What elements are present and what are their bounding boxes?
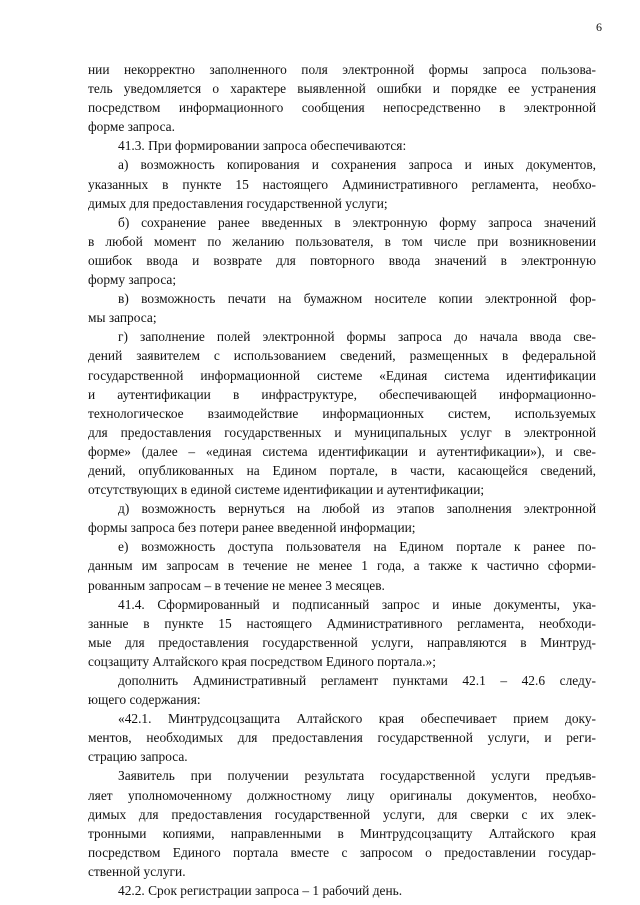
paragraph — [88, 289, 596, 327]
paragraph — [88, 136, 596, 155]
text-line: дений заявителем с использованием сведений, размещенных в федеральной — [88, 348, 596, 364]
text-line: форме» (далее – «единая система идентификации и аутентификации»), и све- — [88, 443, 596, 459]
text-line: дений, опубликованных на Едином портале, в части, касающейся сведений, — [88, 462, 596, 478]
text-line: а) возможность копирования и сохранения запроса и иных документов, — [118, 157, 596, 173]
text-line: соцзащиту Алтайского края посредством Единого портала.»; — [88, 653, 436, 669]
text-line: и аутентификации в инфраструктуре, обеспечивающей информационно- — [88, 386, 596, 402]
text-line: б) сохранение ранее введенных в электронную форму запроса значений — [118, 214, 596, 230]
text-line: е) возможность доступа пользователя на Едином портале к ранее по- — [118, 539, 596, 555]
text-line: нии некорректно заполненного поля электронной формы запроса пользова- — [88, 62, 596, 77]
text-line: ственной услуги. — [88, 863, 186, 879]
text-line: форме запроса. — [88, 119, 175, 135]
text-line: занные в пункте 15 настоящего Административного регламента, необходи- — [88, 615, 596, 631]
text-line: тронными копиями, направленными в Минтрудсоцзащиту Алтайского края — [88, 825, 596, 841]
text-line: дополнить Административный регламент пунктами 42.1 – 42.6 следу- — [118, 673, 596, 688]
text-line: отсутствующих в единой системе идентификации и аутентификации; — [88, 482, 485, 498]
paragraph — [88, 213, 596, 289]
text-line: димых для предоставления государственной услуги; — [88, 195, 388, 211]
text-line: данным им запросам в течение не менее 1 года, а также к частично сформи- — [88, 558, 596, 574]
text-line: 41.3. При формировании запроса обеспечиваются: — [118, 138, 407, 154]
text-line: страцию запроса. — [88, 749, 188, 765]
paragraph — [88, 537, 596, 594]
text-line: ошибок ввода и возврате для повторного ввода значений в электронную — [88, 252, 596, 268]
text-line: рованным запросам – в течение не менее 3 месяцев. — [88, 577, 385, 593]
paragraph — [88, 595, 596, 671]
text-line: в любой момент по желанию пользователя, в том числе при возникновении — [88, 233, 596, 249]
text-line: посредством Единого портала вместе с запросом о предоставлении государ- — [88, 844, 596, 860]
paragraph — [88, 155, 596, 212]
page-number: 6 — [596, 20, 602, 34]
text-line: формы запроса без потери ранее введенной информации; — [88, 520, 416, 536]
paragraph — [88, 709, 596, 766]
text-line: форму запроса; — [88, 272, 177, 288]
text-line: ментов, необходимых для предоставления государственной услуги, и реги- — [88, 730, 596, 746]
text-line: 42.2. Срок регистрации запроса – 1 рабочий день. — [118, 883, 403, 899]
paragraph — [88, 881, 596, 900]
text-line: тель уведомляется о характере выявленной ошибки и порядке ее устранения — [88, 81, 596, 97]
text-line: димых для предоставления государственной услуги, для сверки с их элек- — [88, 806, 596, 822]
text-line: посредством информационного сообщения непосредственно в электронной — [88, 100, 596, 116]
text-line: ляет уполномоченному должностному лицу оригиналы документов, необхо- — [88, 787, 596, 803]
paragraph — [88, 766, 596, 881]
text-line: мые для предоставления государственной услуги, направляются в Минтруд- — [88, 634, 596, 650]
text-line: г) заполнение полей электронной формы запроса до начала ввода све- — [118, 329, 596, 345]
paragraph — [88, 60, 596, 136]
text-line: указанных в пункте 15 настоящего Административного регламента, необхо- — [88, 176, 596, 192]
paragraph — [88, 499, 596, 537]
text-line: для предоставления государственных и муниципальных услуг в электронной — [88, 424, 596, 440]
document-body — [88, 60, 596, 900]
text-line: Заявитель при получении результата государственной услуги предъяв- — [118, 768, 596, 784]
text-line: мы запроса; — [88, 310, 157, 326]
text-line: ющего содержания: — [88, 692, 201, 708]
text-line: д) возможность вернуться на любой из этапов заполнения электронной — [118, 501, 596, 517]
paragraph — [88, 327, 596, 499]
text-line: «42.1. Минтрудсоцзащита Алтайского края обеспечивает прием доку- — [118, 711, 596, 727]
text-line: в) возможность печати на бумажном носителе копии электронной фор- — [118, 291, 596, 307]
text-line: 41.4. Сформированный и подписанный запрос и иные документы, ука- — [118, 596, 596, 612]
text-line: государственной информационной системе «Единая система идентификации — [88, 367, 596, 383]
text-line: технологическое взаимодействие информационных систем, используемых — [88, 405, 596, 421]
paragraph — [88, 671, 596, 709]
